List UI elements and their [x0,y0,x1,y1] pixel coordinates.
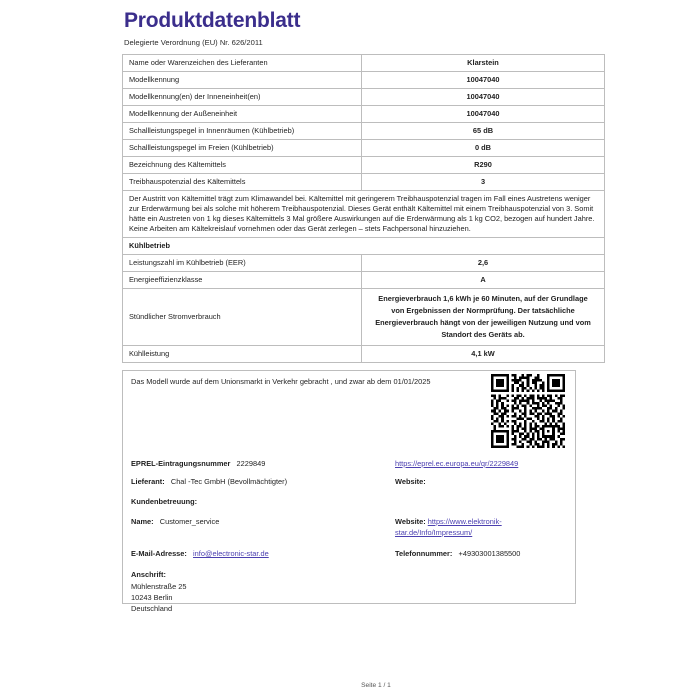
supplier-label: Lieferant: [131,476,165,486]
table-row [123,140,605,157]
service-name-row [131,517,219,528]
supplier-website-label: Website: [395,476,426,486]
row-value: 3 [362,174,605,191]
row-value: 10047040 [362,89,605,106]
page-footer [0,682,700,689]
eprel-registration [131,459,265,470]
customer-service-heading: Kundenbetreuung: [131,496,198,506]
eprel-url-text[interactable]: https://eprel.ec.europa.eu/qr/2229849 [395,458,519,468]
qr-code-icon [491,374,565,448]
email-label: E-Mail-Adresse: [131,548,187,558]
row-value: R290 [362,157,605,174]
table-row [123,271,605,288]
eprel-label: EPREL-Eintragungsnummer [131,458,231,468]
row-value: Energieverbrauch 1,6 kWh je 60 Minuten, auf der Grundlage von Ergebnissen der Normprüfung. Der tatsächliche Energieverbrauch hängt von der jeweiligen Nutzung und vom Standort des Geräts ab. [362,288,605,345]
name-value: Customer_service [159,516,220,526]
spec-table-body [123,55,605,363]
row-label: Stündlicher Stromverbrauch [123,288,362,345]
phone-row [395,549,520,560]
refrigerant-note-row [123,191,605,238]
table-row [123,72,605,89]
row-value: 65 dB [362,123,605,140]
row-value: A [362,271,605,288]
supplier-value: Chal -Tec GmbH (Bevollmächtigter) [170,476,288,486]
table-row [123,89,605,106]
email-row [131,549,269,560]
address-label: Anschrift: [131,569,166,579]
phone-label: Telefonnummer: [395,548,453,558]
section-heading-row [123,238,605,255]
row-value: Klarstein [362,55,605,72]
address-line-1: Mühlenstraße 25 [131,582,187,591]
table-row [123,157,605,174]
regulation-subtitle: Delegierte Verordnung (EU) Nr. 626/2011 [124,38,263,48]
table-row [123,255,605,272]
datasheet-content [122,0,595,614]
row-label: Bezeichnung des Kältemittels [123,157,362,174]
row-label: Schallleistungspegel in Innenräumen (Kühlbetrieb) [123,123,362,140]
row-label: Kühlleistung [123,345,362,362]
row-value: 0 dB [362,140,605,157]
row-label: Energieeffizienzklasse [123,271,362,288]
table-row [123,55,605,72]
address-block [131,569,186,614]
row-value: 2,6 [362,255,605,272]
phone-value: +49303001385500 [458,548,521,558]
row-value: 10047040 [362,72,605,89]
page-number: Seite 1 / 1 [361,682,391,689]
name-label: Name: [131,516,154,526]
address-line-2: 10243 Berlin [131,593,173,603]
service-website-row [395,517,571,538]
supplier-website-row [395,477,426,488]
service-website-value[interactable]: https://www.elektronik-star.de/Info/Impressum/ [395,516,502,537]
email-value[interactable]: info@electronic-star.de [193,548,269,558]
contact-information-box [122,370,576,614]
page-title: Produktdatenblatt [124,9,301,32]
table-row [123,288,605,345]
row-label: Modellkennung(en) der Inneneinheit(en) [123,89,362,106]
market-placement-line: Das Modell wurde auf dem Unionsmarkt in Verkehr gebracht , und zwar ab dem 01/01/2025 [131,376,431,386]
row-label: Treibhauspotenzial des Kältemittels [123,174,362,191]
specification-table [122,54,605,363]
eprel-url-link[interactable] [395,459,518,470]
row-label: Modellkennung [123,72,362,89]
supplier-row [131,477,287,488]
table-row [123,123,605,140]
section-heading-cooling: Kühlbetrieb [123,238,605,255]
row-label: Leistungszahl im Kühlbetrieb (EER) [123,255,362,272]
address-line-3: Deutschland [131,604,173,614]
row-label: Schallleistungspegel im Freien (Kühlbetrieb) [123,140,362,157]
row-value: 10047040 [362,106,605,123]
row-label: Modellkennung der Außeneinheit [123,106,362,123]
refrigerant-note: Der Austritt von Kältemittel trägt zum Klimawandel bei. Kältemittel mit geringerem Treibhauspotenzial tragen im Fall eines Austretens weniger zur Erderwärmung bei als solche mit höherem Treibhauspotenzial. Dieses Gerät enthält Kältemittel mit einem Treibhauspotenzial von 3. Somit hätte ein Austreten von 1 kg dieses Kältemittels 3 Mal größere Auswirkungen auf die Erderwärmung als 1 kg CO2, bezogen auf hundert Jahre. Keine Arbeiten am Kältekreislauf vornehmen oder das Gerät zerlegen – stets Fachpersonal hinzuziehen. [123,191,605,238]
row-value: 4,1 kW [362,345,605,362]
table-row [123,106,605,123]
table-row [123,174,605,191]
row-label: Name oder Warenzeichen des Lieferanten [123,55,362,72]
service-website-label: Website: [395,516,426,526]
eprel-value: 2229849 [236,458,266,468]
table-row [123,345,605,362]
